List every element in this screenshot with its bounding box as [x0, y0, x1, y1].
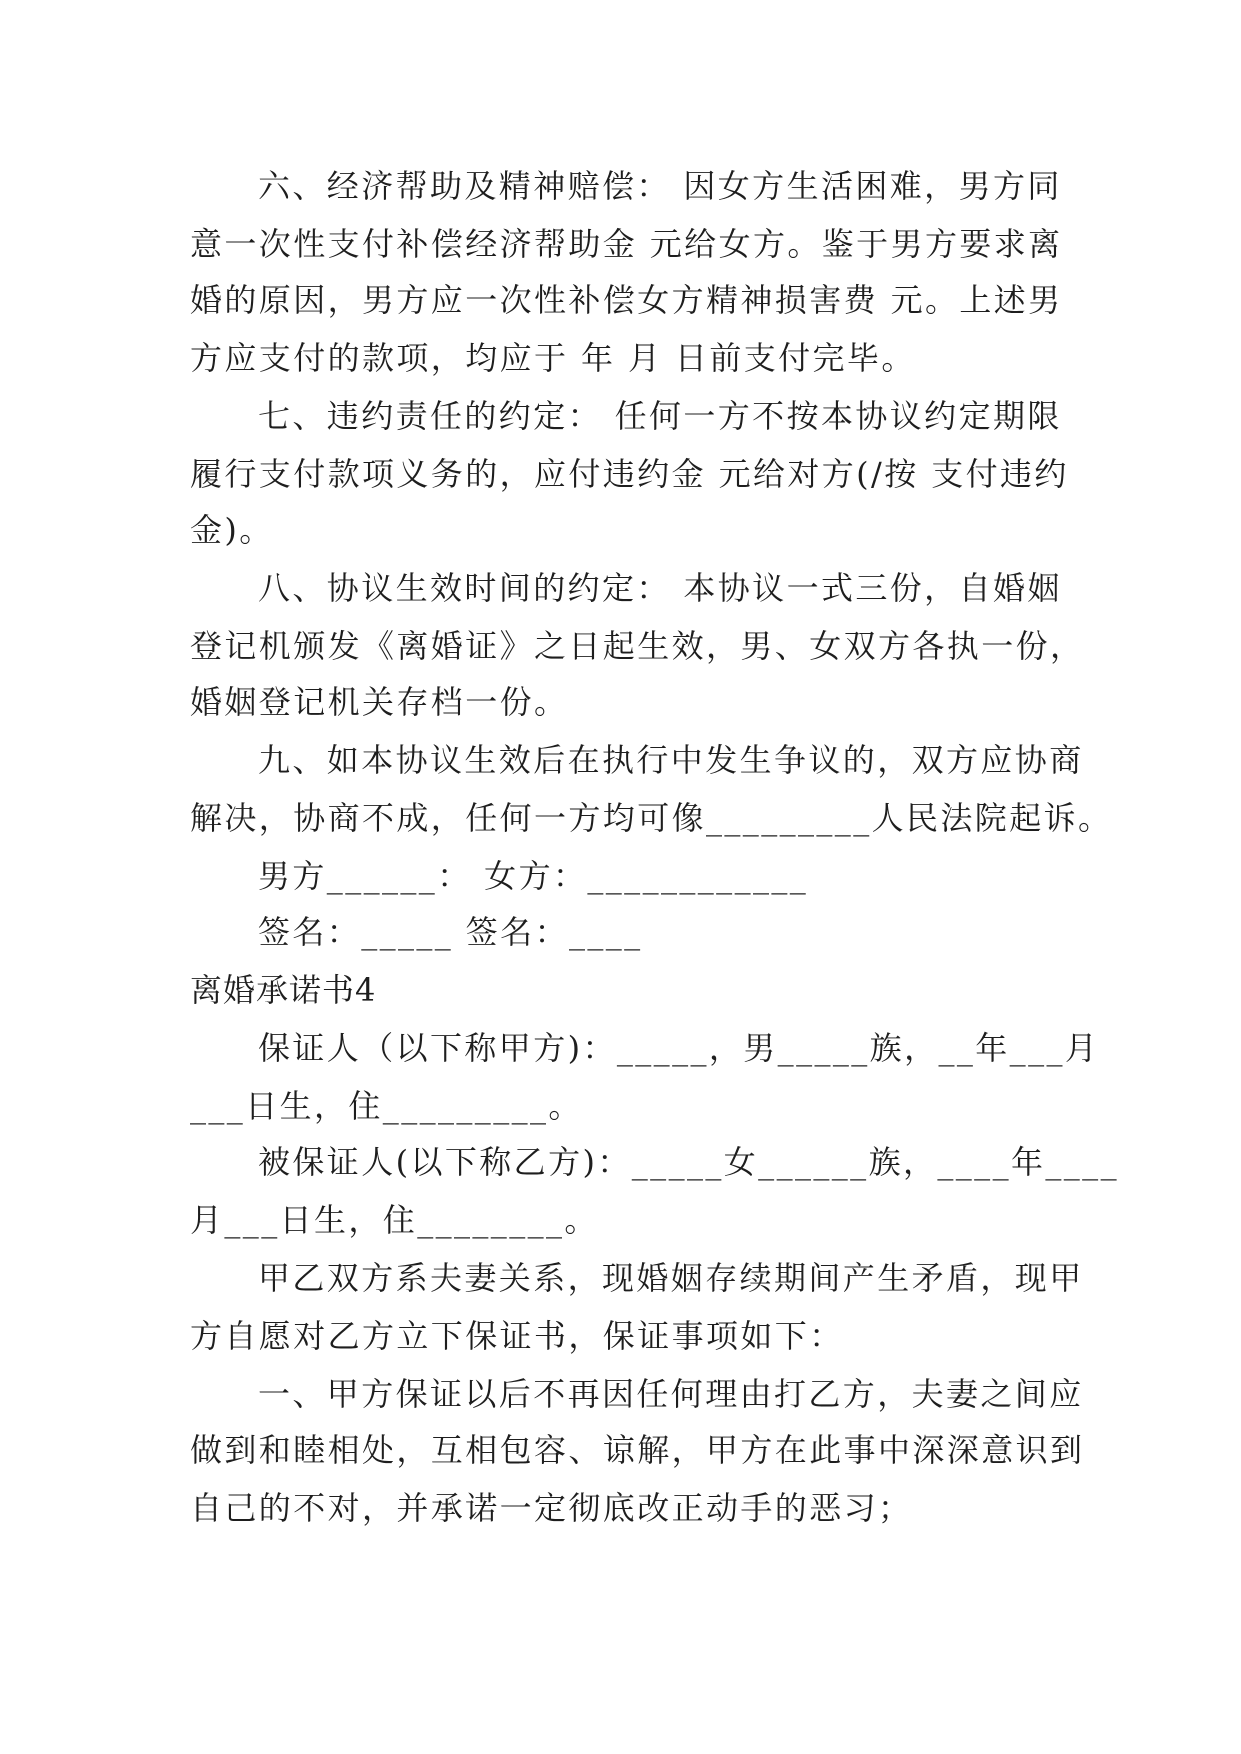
document-title: 离婚承诺书4 — [190, 971, 377, 1009]
paragraph-line: 七、违约责任的约定： 任何一方不按本协议约定期限 — [258, 397, 1062, 435]
paragraph-line: 保证人（以下称甲方)：_____，男_____族，__年___月 — [258, 1029, 1100, 1067]
paragraph-line: 解决，协商不成，任何一方均可像_________人民法院起诉。 — [190, 799, 1113, 837]
paragraph-line: 意一次性支付补偿经济帮助金 元给女方。鉴于男方要求离 — [190, 225, 1063, 263]
paragraph-line: 一、甲方保证以后不再因任何理由打乙方，夫妻之间应 — [258, 1375, 1084, 1413]
paragraph-line: 自己的不对，并承诺一定彻底改正动手的恶习； — [190, 1489, 913, 1527]
paragraph-line: 方自愿对乙方立下保证书，保证事项如下： — [190, 1317, 844, 1355]
paragraph-line: 六、经济帮助及精神赔偿： 因女方生活困难，男方同 — [258, 167, 1062, 205]
signatures-line: 签名：_____ 签名：____ — [258, 913, 643, 951]
paragraph-line: 履行支付款项义务的，应付违约金 元给对方(/按 支付违约 — [190, 455, 1069, 493]
paragraph-line: 月___日生，住________。 — [190, 1201, 599, 1239]
paragraph-line: 婚姻登记机关存档一份。 — [190, 683, 569, 721]
paragraph-line: 金)。 — [190, 511, 274, 549]
paragraph-line: 方应支付的款项，均应于 年 月 日前支付完毕。 — [190, 339, 916, 377]
paragraph-line: 九、如本协议生效后在执行中发生争议的，双方应协商 — [258, 741, 1084, 779]
paragraph-line: ___日生，住_________。 — [190, 1087, 583, 1125]
paragraph-line: 甲乙双方系夫妻关系，现婚姻存续期间产生矛盾，现甲 — [258, 1259, 1084, 1297]
paragraph-line: 被保证人(以下称乙方)：_____女______族，____年____ — [258, 1143, 1119, 1181]
paragraph-line: 八、协议生效时间的约定： 本协议一式三份，自婚姻 — [258, 569, 1062, 607]
paragraph-line: 登记机颁发《离婚证》之日起生效，男、女双方各执一份， — [190, 627, 1085, 665]
parties-line: 男方______： 女方：____________ — [258, 857, 809, 895]
paragraph-line: 婚的原因，男方应一次性补偿女方精神损害费 元。上述男 — [190, 281, 1063, 319]
paragraph-line: 做到和睦相处，互相包容、谅解，甲方在此事中深深意识到 — [190, 1431, 1085, 1469]
